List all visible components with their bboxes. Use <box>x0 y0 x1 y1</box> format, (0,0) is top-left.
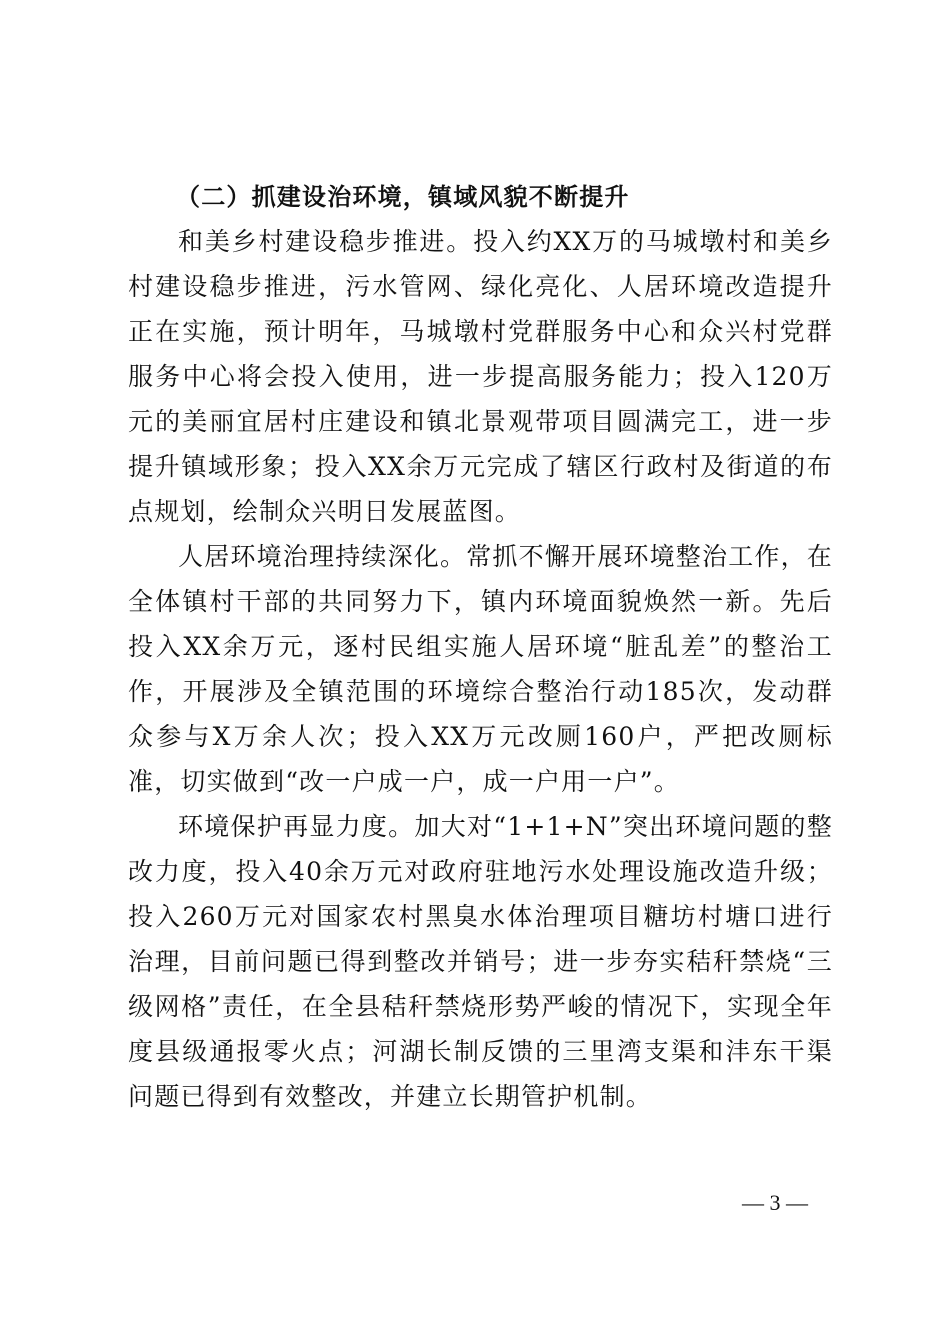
page-number: — 3 — <box>742 1190 808 1215</box>
document-body <box>128 174 833 1119</box>
section-heading: （二）抓建设治环境，镇域风貌不断提升 <box>176 182 630 211</box>
paragraph-rural-construction: 和美乡村建设稳步推进。投入约XX万的马城墩村和美乡村建设稳步推进，污水管网、绿化亮化、人居环境改造提升正在实施，预计明年，马城墩村党群服务中心和众兴村党群服务中心将会投入使用，进一步提高服务能力；投入120万元的美丽宜居村庄建设和镇北景观带项目圆满完工，进一步提升镇域形象；投入XX余万元完成了辖区行政村及街道的布点规划，绘制众兴明日发展蓝图。 <box>128 227 833 526</box>
paragraph-environmental-protection: 环境保护再显力度。加大对“1+1+N”突出环境问题的整改力度，投入40余万元对政府驻地污水处理设施改造升级；投入260万元对国家农村黑臭水体治理项目糖坊村塘口进行治理，目前问题已得到整改并销号；进一步夯实秸秆禁烧“三级网格”责任，在全县秸秆禁烧形势严峻的情况下，实现全年度县级通报零火点；河湖长制反馈的三里湾支渠和沣东干渠问题已得到有效整改，并建立长期管护机制。 <box>128 812 833 1111</box>
paragraph-living-environment: 人居环境治理持续深化。常抓不懈开展环境整治工作，在全体镇村干部的共同努力下，镇内环境面貌焕然一新。先后投入XX余万元，逐村民组实施人居环境“脏乱差”的整治工作，开展涉及全镇范围的环境综合整治行动185次，发动群众参与X万余人次；投入XX万元改厕160户，严把改厕标准，切实做到“改一户成一户，成一户用一户”。 <box>128 542 834 796</box>
